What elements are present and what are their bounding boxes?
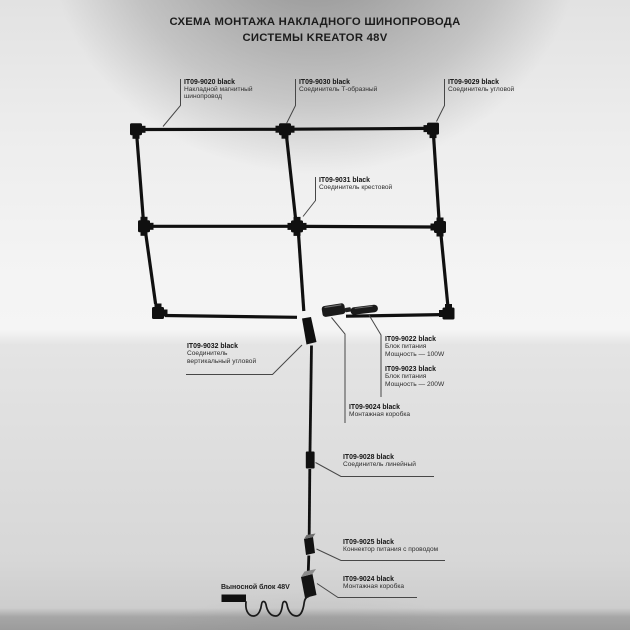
label-it09-9031: IT09-9031 black Соединитель крестовой <box>319 176 393 191</box>
title-line-1: СХЕМА МОНТАЖА НАКЛАДНОГО ШИНОПРОВОДА <box>169 16 461 28</box>
corner-connector-top-left-icon <box>130 123 146 139</box>
mounting-box-top-icon <box>321 303 345 317</box>
label-it09-9023: IT09-9023 black Блок питания Мощность — 200W <box>385 366 445 388</box>
linear-connector-icon <box>306 452 315 469</box>
label-it09-9024-bottom: IT09-9024 black Монтажная коробка <box>343 576 405 591</box>
label-it09-9024-top: IT09-9024 black Монтажная коробка <box>349 404 411 419</box>
vertical-corner-connector-icon <box>302 317 317 345</box>
corner-connector-top-right-icon <box>424 123 440 139</box>
label-it09-9028: IT09-9028 black Соединитель линейный <box>343 453 416 468</box>
label-external-block: Выносной блок 48V <box>221 583 290 591</box>
corner-connector-bottom-right-icon <box>439 304 455 320</box>
t-connector-top-middle-icon <box>276 123 295 139</box>
label-it09-9025: IT09-9025 black Коннектор питания с проводом <box>343 539 439 554</box>
label-it09-9029: IT09-9029 black Соединитель угловой <box>448 78 515 93</box>
vertical-drop-track <box>301 346 317 599</box>
power-connector-icon <box>304 534 316 556</box>
label-it09-9032: IT09-9032 black Соединитель вертикальный угловой <box>187 343 257 365</box>
label-it09-9022: IT09-9022 black Блок питания Мощность — 100W <box>385 336 445 358</box>
t-connector-middle-left-icon <box>138 217 154 236</box>
t-connector-middle-right-icon <box>431 218 447 237</box>
power-wire <box>246 597 309 617</box>
cross-connector-center-icon <box>288 217 307 236</box>
external-block-icon <box>222 595 247 603</box>
page-title <box>0 15 630 46</box>
title-line-2: СИСТЕМЫ KREATOR 48V <box>242 31 388 44</box>
label-it09-9030: IT09-9030 black Соединитель Т-образный <box>299 78 378 93</box>
psu-tab-icon <box>345 307 352 312</box>
power-supply-icon <box>350 304 378 315</box>
label-it09-9020: IT09-9020 black Накладной магнитный шинопровод <box>184 78 253 101</box>
mounting-box-icon <box>301 569 317 598</box>
